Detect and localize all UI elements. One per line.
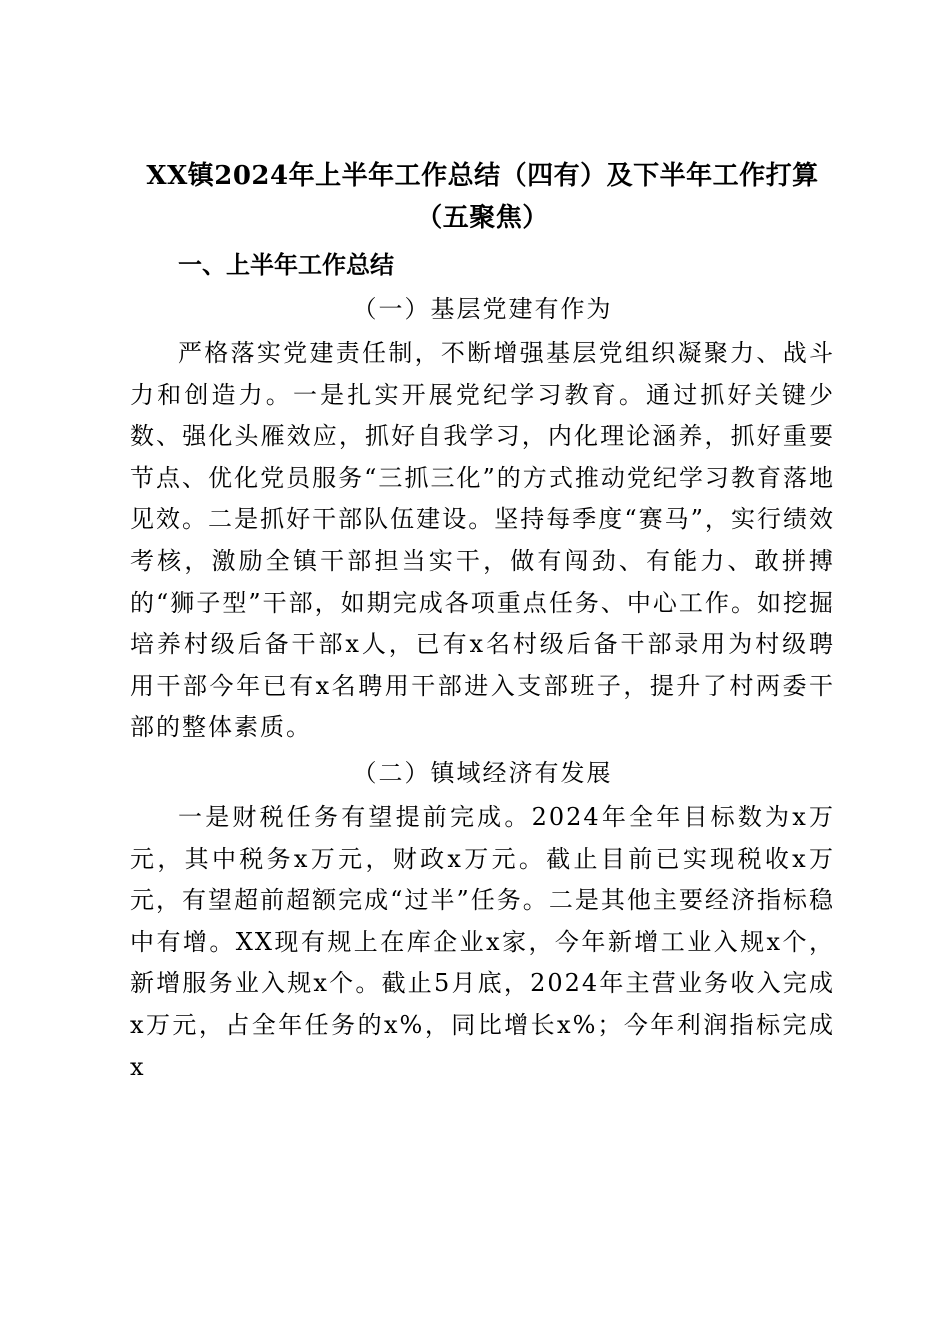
subsection-heading-2: （二）镇域经济有发展 xyxy=(352,758,613,787)
section-heading-1: 一、上半年工作总结 xyxy=(178,251,394,279)
paragraph-economy: 一是财税任务有望提前完成。2024年全年目标数为x万元，其中税务x万元，财政x万元。截止目前已实现税收x万元，有望超前超额完成“过半”任务。二是其他主要经济指标稳中有增。XX现有规上在库企业x家，今年新增工业入规x个，新增服务业入规x个。截止5月底，2024年主营业务收入完成x万元，占全年任务的x%，同比增长x%；今年利润指标完成x xyxy=(130,802,835,1081)
document-body xyxy=(130,155,835,1088)
subsection-heading-1: （一）基层党建有作为 xyxy=(352,295,613,323)
document-title: XX镇2024年上半年工作总结（四有）及下半年工作打算（五聚焦） xyxy=(146,161,819,233)
paragraph-party-building: 严格落实党建责任制，不断增强基层党组织凝聚力、战斗力和创造力。一是扎实开展党纪学习教育。通过抓好关键少数、强化头雁效应，抓好自我学习，内化理论涵养，抓好重要节点、优化党员服务“三抓三化”的方式推动党纪学习教育落地见效。二是抓好干部队伍建设。坚持每季度“赛马”，实行绩效考核，激励全镇干部担当实干，做有闯劲、有能力、敢拼搏的“狮子型”干部，如期完成各项重点任务、中心工作。如挖掘培养村级后备干部x人，已有x名村级后备干部录用为村级聘用干部今年已有x名聘用干部进入支部班子，提升了村两委干部的整体素质。 xyxy=(130,339,835,742)
